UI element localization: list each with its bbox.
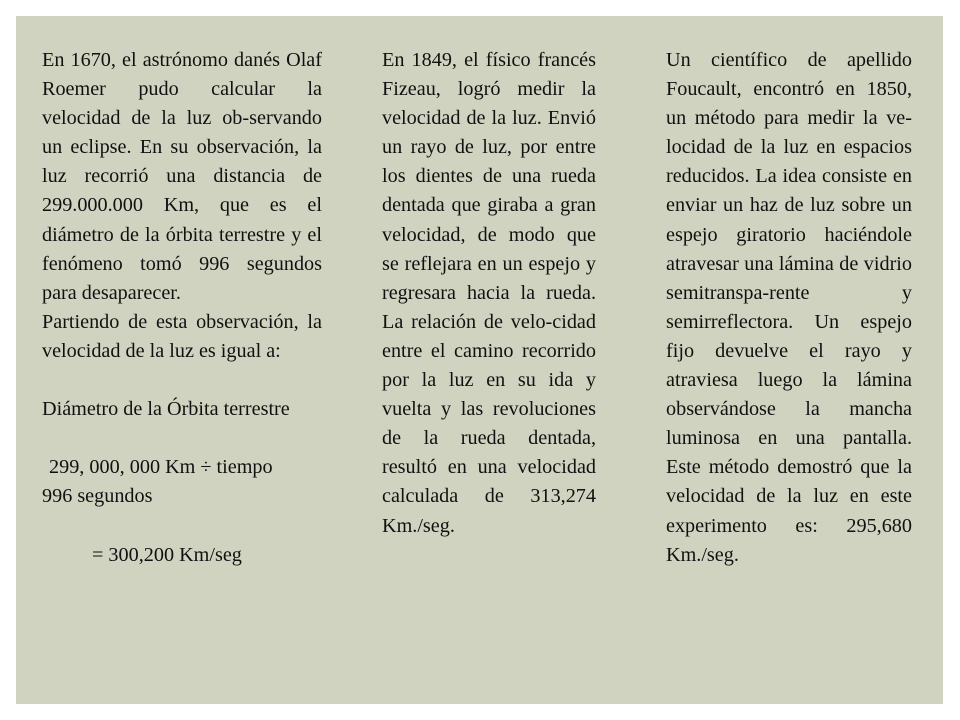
formula-numerator: Diámetro de la Órbita terrestre	[42, 398, 290, 421]
roemer-intro-paragraph: En 1670, el astrónomo danés Olaf Roemer pudo calcular la velocidad de la luz ob-servando un eclipse. En su observación, la luz recorrió una distancia de 299.000.000 Km, que es el diámetro de la órbita terrestre y el fenómeno tomó 996 segundos para desaparecer.	[42, 49, 322, 304]
formula-time: 996 segundos	[42, 485, 153, 508]
column-fizeau	[382, 46, 596, 541]
roemer-premise-paragraph: Partiendo de esta observación, la velocidad de la luz es igual a:	[42, 310, 322, 362]
slide-background	[16, 16, 943, 704]
column-foucault	[666, 46, 912, 570]
formula-division: 299, 000, 000 Km ÷ tiempo	[49, 456, 273, 479]
foucault-paragraph: Un científico de apellido Foucault, encontró en 1850, un método para medir la ve-locidad de la luz en espacios reducidos. La idea consiste en enviar un haz de luz sobre un espejo giratorio haciéndole atravesar una lámina de vidrio semitranspa-rente y semirreflectora. Un espejo fijo devuelve el rayo y atraviesa luego la lámina observándose la mancha luminosa en una pantalla. Este método demostró que la velocidad de la luz en este experimento es: 295,680 Km./seg.	[666, 49, 912, 566]
column-roemer	[42, 46, 322, 570]
spacer	[42, 512, 322, 541]
spacer	[42, 366, 322, 395]
spacer	[42, 424, 322, 453]
formula-result: = 300,200 Km/seg	[92, 543, 242, 566]
fizeau-paragraph: En 1849, el físico francés Fizeau, logró medir la velocidad de la luz. Envió un rayo de luz, por entre los dientes de una rueda dentada que giraba a gran velocidad, de modo que se reflejara en un espejo y regresara hacia la rueda. La relación de velo-cidad entre el camino recorrido por la luz en su ida y vuelta y las revoluciones de la rueda dentada, resultó en una velocidad calculada de 313,274 Km./seg.	[382, 49, 596, 537]
